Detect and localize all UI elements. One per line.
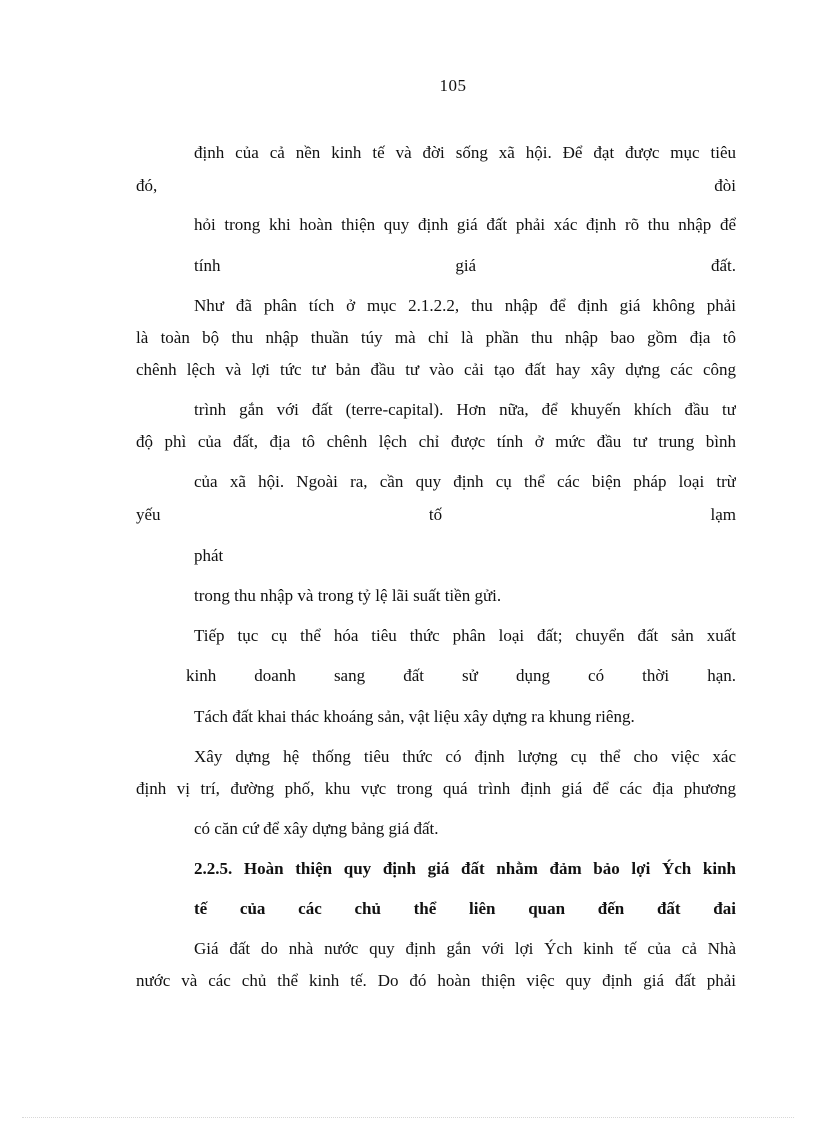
page-number: 105 [439, 76, 467, 95]
text-line: có căn cứ để xây dựng bảng giá đất. [194, 819, 439, 838]
text-line: đó, đòi [136, 176, 736, 195]
text-line: độ phì của đất, địa tô chênh lệch chỉ được tính ở mức đầu tư trung bình [136, 432, 736, 451]
text-line: của xã hội. Ngoài ra, cần quy định cụ thể các biện pháp loại trừ [194, 472, 736, 491]
text-line: chênh lệch và lợi tức tư bản đầu tư vào cải tạo đất hay xây dựng các công [136, 360, 736, 379]
text-line: tính giá đất. [194, 256, 736, 275]
text-line: trình gắn với đất (terre-capital). Hơn nữa, để khuyến khích đầu tư [194, 400, 736, 419]
text-line: định của cả nền kinh tế và đời sống xã hội. Để đạt được mục tiêu [194, 143, 736, 162]
text-line: kinh doanh sang đất sử dụng có thời hạn. [186, 666, 736, 685]
text-line: nước và các chủ thể kinh tế. Do đó hoàn thiện việc quy định giá đất phải [136, 971, 736, 990]
bottom-dotted-rule [22, 1117, 794, 1118]
text-line: Xây dựng hệ thống tiêu thức có định lượng cụ thể cho việc xác [194, 747, 736, 766]
text-line: là toàn bộ thu nhập thuần túy mà chỉ là phần thu nhập bao gồm địa tô [136, 328, 736, 347]
text-line: Tiếp tục cụ thể hóa tiêu thức phân loại đất; chuyển đất sản xuất [194, 626, 736, 645]
text-line: yếu tố lạm [136, 505, 736, 524]
text-line: hỏi trong khi hoàn thiện quy định giá đất phải xác định rõ thu nhập để [194, 215, 736, 234]
section-heading: tế của các chủ thể liên quan đến đất đai [194, 899, 736, 918]
text-line: phát [194, 546, 224, 565]
text-line: Như đã phân tích ở mục 2.1.2.2, thu nhập để định giá không phải [194, 296, 736, 315]
text-line: Tách đất khai thác khoáng sản, vật liệu xây dựng ra khung riêng. [194, 707, 635, 726]
text-line: định vị trí, đường phố, khu vực trong quá trình định giá để các địa phương [136, 779, 736, 798]
section-heading: 2.2.5. Hoàn thiện quy định giá đất nhằm đảm bảo lợi Ých kinh [194, 859, 736, 878]
text-line: Giá đất do nhà nước quy định gắn với lợi Ých kinh tế của cả Nhà [194, 939, 736, 958]
text-line: trong thu nhập và trong tỷ lệ lãi suất tiền gửi. [194, 586, 502, 605]
